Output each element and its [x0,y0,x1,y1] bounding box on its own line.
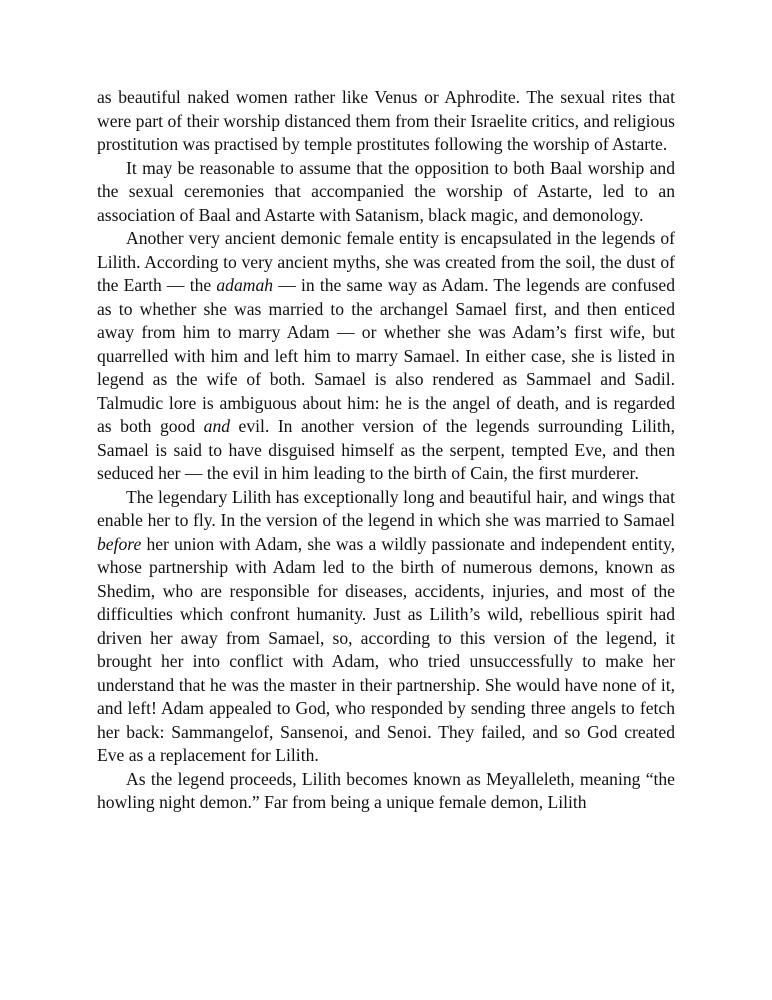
paragraph-text: her union with Adam, she was a wildly passionate and independent entity, whose partnership with Adam led to the birth of numerous demons, known as Shedim, who are responsible for diseases, accidents, injuries, and most of the difficulties which confront humanity. Just as Lilith’s wild, rebellious spirit had driven her away from Samael, so, according to this version of the legend, it brought her into conflict with Adam, who tried unsuccessfully to make her understand that he was the master in their partnership. She would have none of it, and left! Adam appealed to God, who responded by sending three angels to fetch her back: Sammangelof, Sansenoi, and Senoi. They failed, and so God created Eve as a replacement for Lilith. [97,533,675,765]
paragraph-text: As the legend proceeds, Lilith becomes known as Meyalleleth, meaning “the howling night demon.” Far from being a unique female demon, Lilith [97,768,675,812]
paragraph-baal-opposition [97,157,675,228]
paragraph-text: The legendary Lilith has exceptionally long and beautiful hair, and wings that enable her to fly. In the version of the legend in which she was married to Samael [97,486,675,530]
page-body [97,86,675,815]
paragraph-text: — in the same way as Adam. The legends are confused as to whether she was married to the archangel Samael first, and then enticed away from him to marry Adam — or whether she was Adam’s first wife, but quarrelled with him and left him to marry Samael. In either case, she is listed in legend as the wife of both. Samael is also rendered as Sammael and Sadil. Talmudic lore is ambiguous about him: he is the angel of death, and is regarded as both good [97,275,675,436]
paragraph-text: It may be reasonable to assume that the opposition to both Baal worship and the sexual ceremonies that accompanied the worship of Astarte, led to an association of Baal and Astarte with Satanism, black magic, and demonology. [97,157,675,225]
paragraph-text: as beautiful naked women rather like Venus or Aphrodite. The sexual rites that were part of their worship distanced them from their Israelite critics, and religious prostitution was practised by temple prostitutes following the worship of Astarte. [97,87,675,154]
paragraph-text: Another very ancient demonic female entity is encapsulated in the legends of Lilith. According to very ancient myths, she was created from the soil, the dust of the Earth — the [97,228,675,295]
italic-term-adamah: adamah [216,275,274,295]
italic-term-before: before [97,533,142,554]
paragraph-astarte-worship [97,86,675,157]
paragraph-text: evil. In another version of the legends surrounding Lilith, Samael is said to have disguised himself as the serpent, tempted Eve, and then seduced her — the evil in him leading to the birth of Cain, the first murderer. [97,416,675,483]
paragraph-lilith-legend [97,486,675,768]
paragraph-lilith-origins [97,227,675,486]
paragraph-meyalleleth [97,768,675,815]
italic-term-and: and [203,416,231,436]
